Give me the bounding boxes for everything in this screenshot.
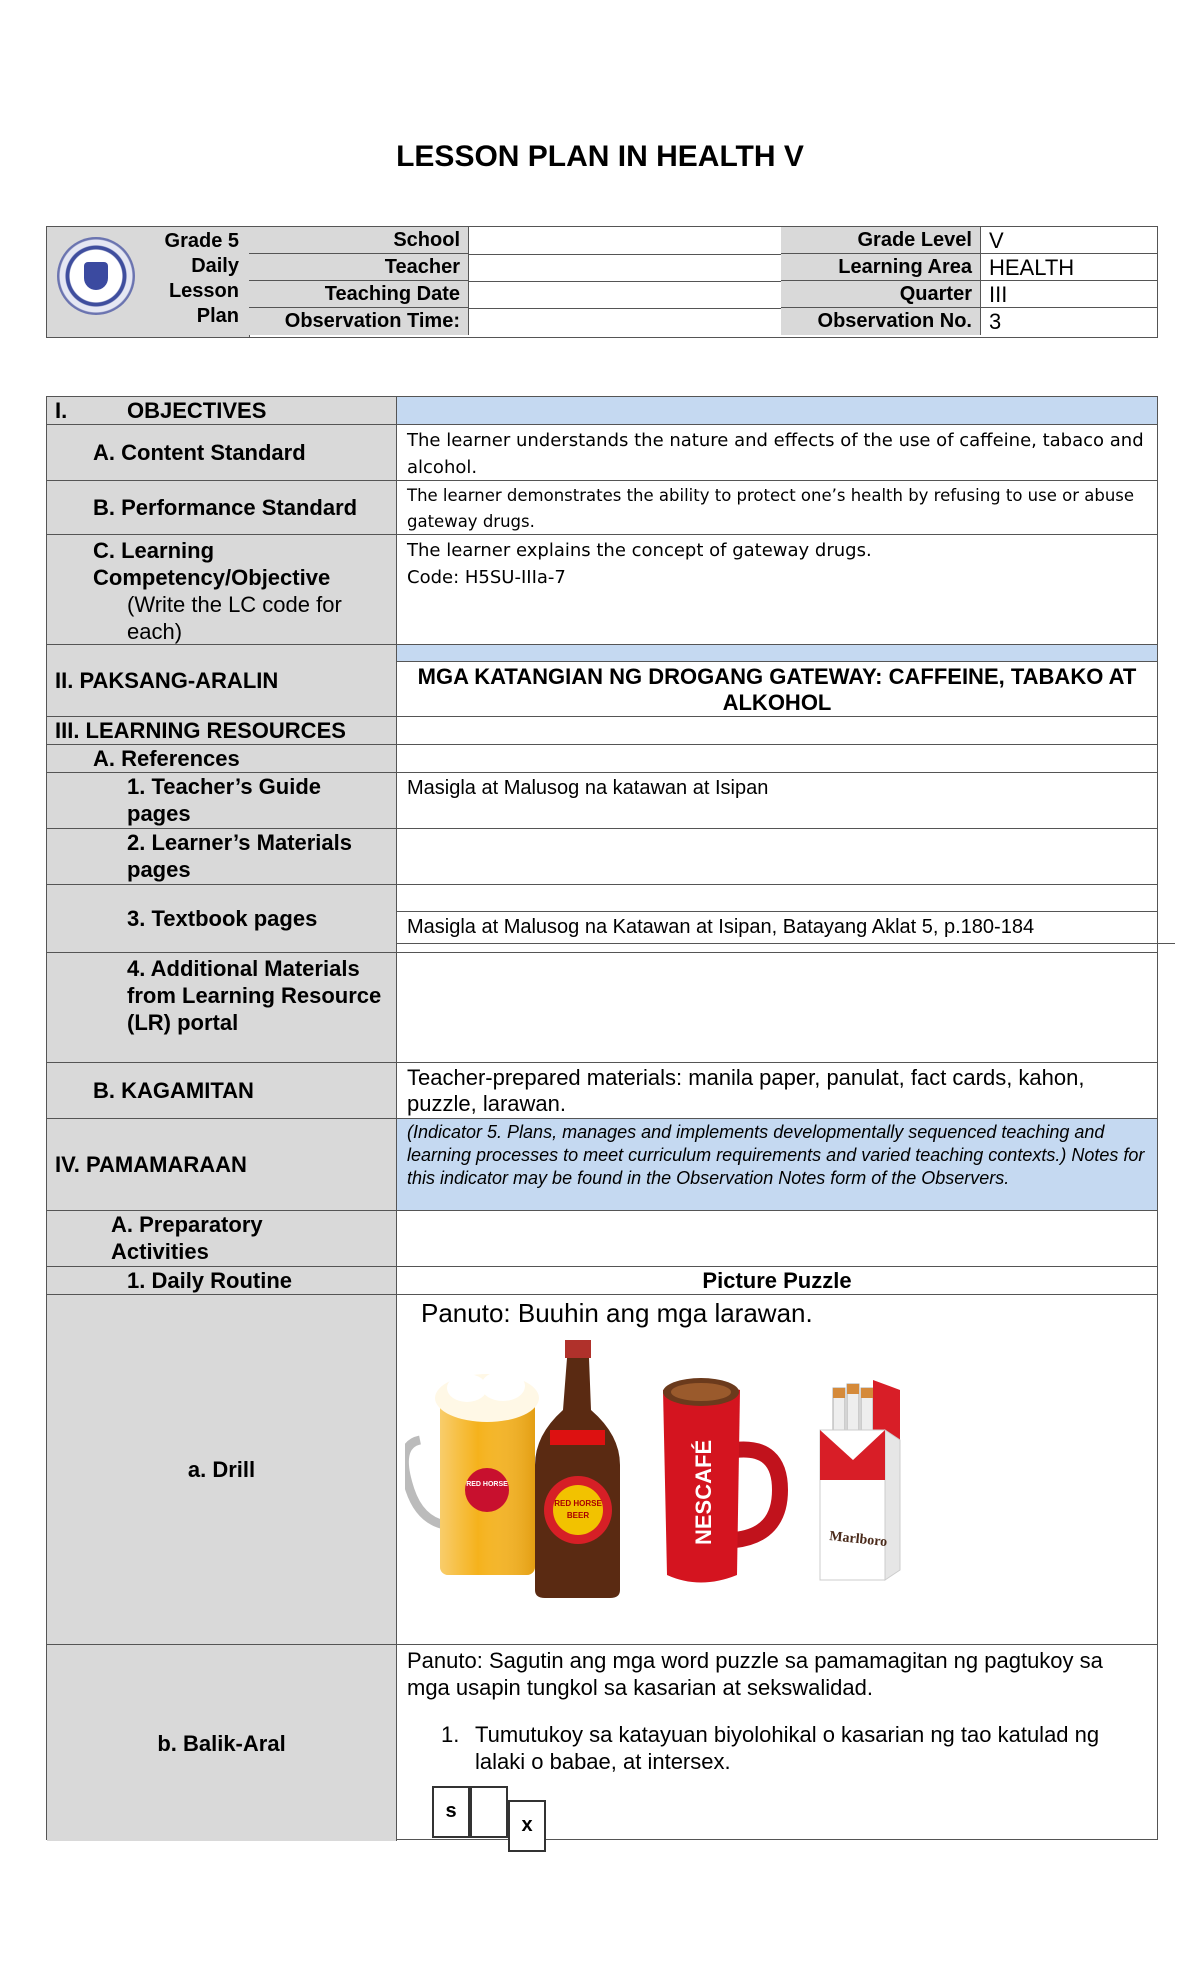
beer-bottle-image — [535, 1340, 620, 1598]
preparatory-row: A. Preparatory Activities — [47, 1211, 1157, 1267]
textbook-row: 3. Textbook pages Masigla at Malusog na Katawan at Isipan, Batayang Aklat 5, p.180-184 — [47, 885, 1157, 953]
paksa-row: II. PAKSANG-ARALIN MGA KATANGIAN NG DROGANG GATEWAY: CAFFEINE, TABAKO AT ALKOHOL — [47, 645, 1157, 717]
lesson-table — [46, 396, 1158, 1840]
coffee-mug-image — [663, 1378, 780, 1583]
page-title: LESSON PLAN IN HEALTH V — [396, 140, 804, 173]
references-row: A. References — [47, 745, 1157, 773]
drill-pictures — [405, 1340, 1065, 1610]
objectives-blue-cell — [397, 397, 1157, 424]
teachers-guide-row: 1. Teacher’s Guide pages Masigla at Malusog na katawan at Isipan — [47, 773, 1157, 829]
grade-block: Grade 5 Daily Lesson Plan — [164, 230, 239, 327]
content-standard-row: A. Content Standard The learner understands the nature and effects of the use of caffeine, tabaco and alcohol. — [47, 425, 1157, 481]
competency-row: C. Learning Competency/Objective (Write the LC code for each) The learner explains the concept of gateway drugs. Code: H5SU-IIIa-7 — [47, 535, 1157, 645]
beer-mug-image — [405, 1371, 539, 1575]
puzzle-box-3[interactable]: x — [508, 1800, 546, 1852]
learners-materials-row: 2. Learner’s Materials pages — [47, 829, 1157, 885]
observation-time-field[interactable] — [469, 308, 782, 335]
kagamitan-row: B. KAGAMITAN Teacher-prepared materials: manila paper, panulat, fact cards, kahon, puzzle, larawan. — [47, 1063, 1157, 1119]
header-row-teacher: Teacher Learning Area HEALTH — [249, 254, 1157, 282]
performance-standard-row: B. Performance Standard The learner demonstrates the ability to protect one’s health by refusing to use or abuse gateway drugs. — [47, 481, 1157, 535]
deped-seal-icon — [57, 237, 135, 315]
mug-brand-label: RED HORSE — [466, 1481, 508, 1488]
bottle-brand-label: RED HORSE — [554, 1499, 602, 1508]
grade-level-value: V — [981, 227, 1157, 254]
additional-materials-row: 4. Additional Materials from Learning Resource (LR) portal — [47, 953, 1157, 1063]
header-row-observation: Observation Time: Observation No. 3 — [249, 308, 1157, 336]
logo-cell — [47, 227, 250, 337]
teaching-date-field[interactable] — [469, 281, 782, 309]
pamamaraan-row: IV. PAMAMARAAN (Indicator 5. Plans, manages and implements developmentally sequenced teaching and learning processes to meet curriculum requirements and varied teaching contexts.) Notes for this indicator may be found in the Observation Notes form of the Observers. — [47, 1119, 1157, 1211]
objectives-heading-row: I. OBJECTIVES — [47, 397, 1157, 425]
drill-row: a. Drill Panuto: Buuhin ang mga larawan. — [47, 1295, 1157, 1645]
daily-routine-row: 1. Daily Routine Picture Puzzle — [47, 1267, 1157, 1295]
puzzle-box-2[interactable] — [470, 1786, 508, 1838]
cigarette-brand-label: Marlboro — [828, 1529, 888, 1551]
quarter-value: III — [981, 281, 1157, 308]
observation-no-value: 3 — [989, 309, 1002, 334]
learning-resources-row: III. LEARNING RESOURCES — [47, 717, 1157, 745]
learning-area-value: HEALTH — [981, 254, 1157, 281]
header-table — [46, 226, 1158, 338]
school-field[interactable] — [469, 227, 782, 255]
cigarette-pack-image — [820, 1380, 900, 1580]
header-row-date: Teaching Date Quarter III — [249, 281, 1157, 309]
teacher-field[interactable] — [469, 254, 782, 282]
mug-nescafe-label: NESCAFÉ — [691, 1439, 716, 1545]
balik-aral-row: b. Balik-Aral Panuto: Sagutin ang mga word puzzle sa pamamagitan ng pagtukoy sa mga usapin tungkol sa kasarian at sekswalidad. 1. Tumutukoy sa katayuan biyolohikal o kasarian ng tao katulad ng lalaki o babae, at intersex. — [47, 1645, 1157, 1841]
puzzle-box-1[interactable]: s — [432, 1786, 470, 1838]
bottle-beer-label: BEER — [566, 1511, 590, 1520]
header-row-school: School Grade Level V — [249, 227, 1157, 255]
